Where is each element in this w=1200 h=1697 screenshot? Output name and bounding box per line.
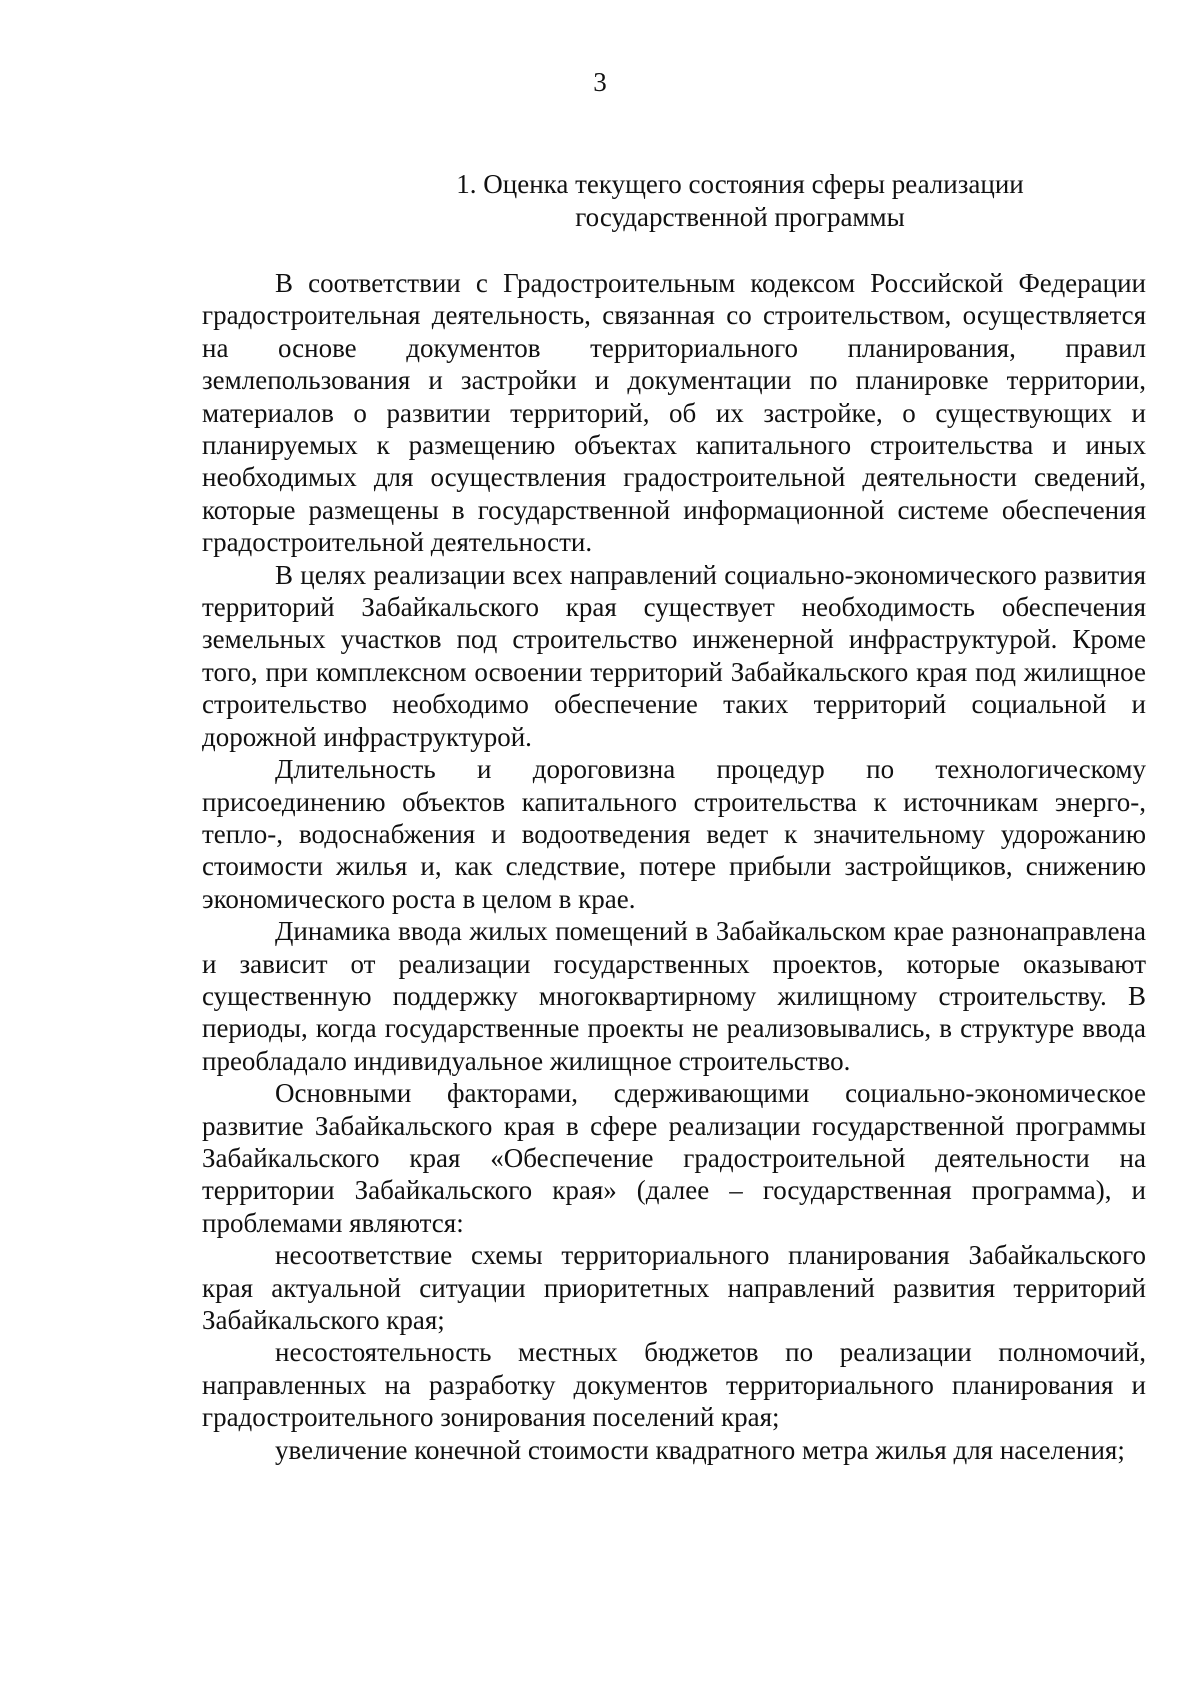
section-heading-line-1: 1. Оценка текущего состояния сферы реализации <box>456 169 1024 199</box>
paragraph-constraining-factors: Основными факторами, сдерживающими социально-экономическое развитие Забайкальского края в сфере реализации государственной программы Забайкальского края «Обеспечение градостроительной деятельности на территории Забайкальского края» (далее – государственная программа), и проблемами являются: <box>202 1078 1146 1238</box>
section-heading-line-2: государственной программы <box>575 202 905 232</box>
list-item-planning-scheme: несоответствие схемы территориального планирования Забайкальского края актуальной ситуации приоритетных направлений развития территорий Забайкальского края; <box>202 1240 1146 1335</box>
section-heading <box>340 168 1140 234</box>
paragraph-housing-dynamics: Динамика ввода жилых помещений в Забайкальском крае разнонаправлена и зависит от реализации государственных проектов, которые оказывают существенную поддержку многоквартирному жилищному строительству. В периоды, когда государственные проекты не реализовывались, в структуре ввода преобладало индивидуальное жилищное строительство. <box>202 916 1146 1076</box>
paragraph-connection-costs: Длительность и дороговизна процедур по технологическому присоединению объектов капитального строительства к источникам энерго-, тепло-, водоснабжения и водоотведения ведет к значительному удорожанию стоимости жилья и, как следствие, потере прибыли застройщиков, снижению экономического роста в целом в крае. <box>202 754 1146 914</box>
list-item-local-budgets: несостоятельность местных бюджетов по реализации полномочий, направленных на разработку документов территориального планирования и градостроительного зонирования поселений края; <box>202 1337 1146 1433</box>
list-item-housing-cost: увеличение конечной стоимости квадратного метра жилья для населения; <box>275 1434 1125 1465</box>
document-body <box>202 267 1146 1466</box>
paragraph-urban-planning-basis: В соответствии с Градостроительным кодексом Российской Федерации градостроительная деятельность, связанная со строительством, осуществляется на основе документов территориального планирования, правил землепользования и застройки и документации по планировке территории, материалов о развитии территорий, об их застройке, о существующих и планируемых к размещению объектах капитального строительства и иных необходимых для осуществления градостроительной деятельности сведений, которые размещены в государственной информационной системе обеспечения градостроительной деятельности. <box>202 268 1146 558</box>
paragraph-infrastructure-need: В целях реализации всех направлений социально-экономического развития территорий Забайкальского края существует необходимость обеспечения земельных участков под строительство инженерной инфраструктурой. Кроме того, при комплексном освоении территорий Забайкальского края под жилищное строительство необходимо обеспечение таких территорий социальной и дорожной инфраструктурой. <box>202 559 1146 752</box>
page-number: 3 <box>593 67 607 97</box>
